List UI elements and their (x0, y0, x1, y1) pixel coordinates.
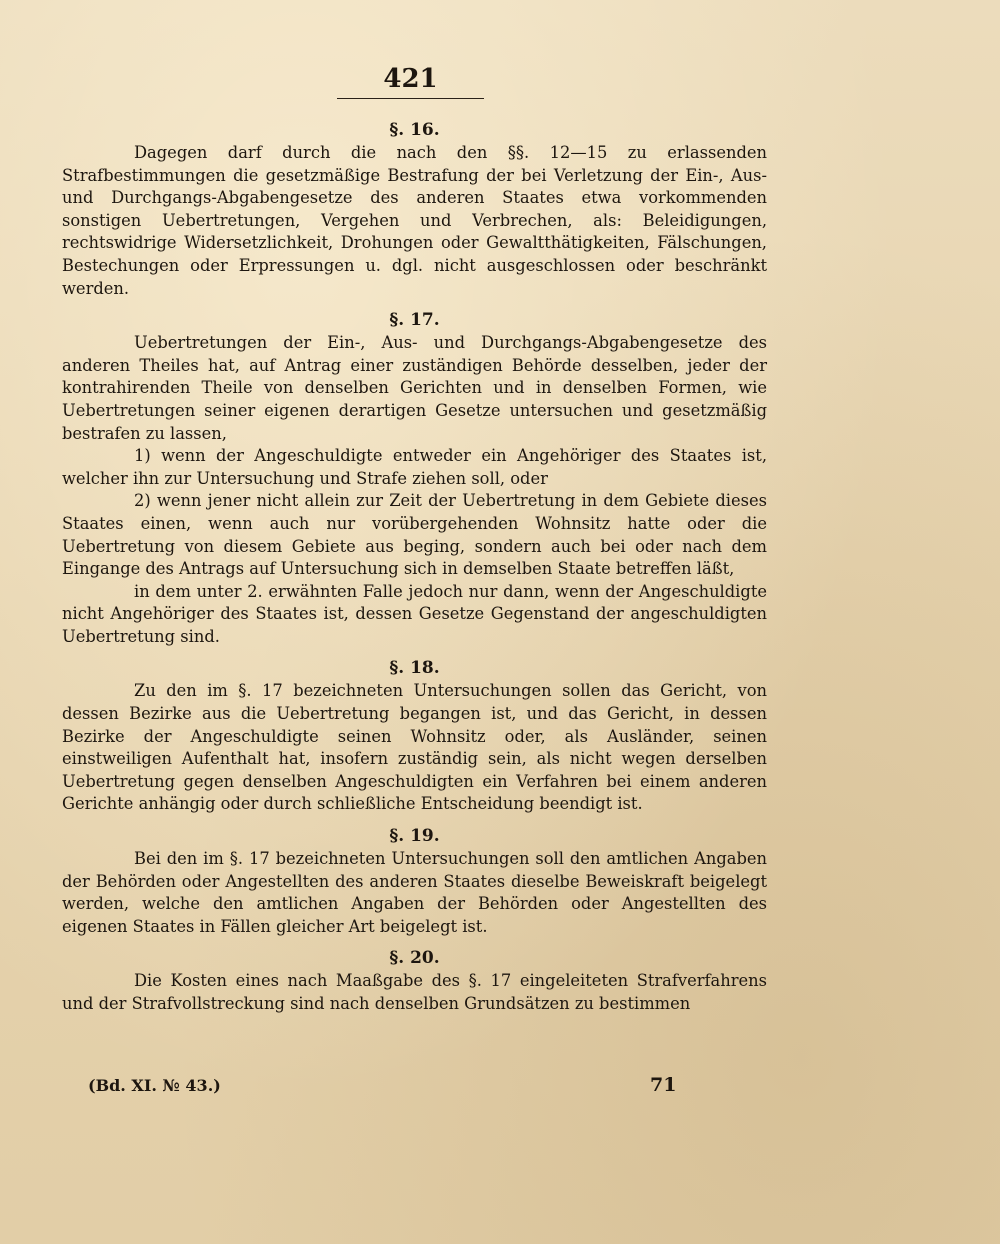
paragraph: Zu den im §. 17 bezeichneten Untersuchungen sollen das Gericht, von dessen Bezirke aus die Uebertretung begangen ist, und das Gericht, in dessen Bezirke der Angeschuldigte seinen Wohnsitz oder, als Ausländer, seinen einstweiligen Aufenthalt hat, insofern zuständig sein, als nicht wegen derselben Uebertretung gegen denselben Angeschuldigten ein Verfahren bei einem anderen Gerichte anhängig oder durch schließliche Entscheidung beendigt ist. (62, 681, 767, 814)
section-heading: §. 17. (389, 310, 440, 331)
paragraph: Bei den im §. 17 bezeichneten Untersuchungen soll den amtlichen Angaben der Behörden oder Angestellten des anderen Staates dieselbe Beweiskraft beigelegt werden, welche den amtlichen Angaben der Behörden oder Angestellten des eigenen Staates in Fällen gleicher Art beigelegt ist. (62, 849, 767, 936)
volume-reference: (Bd. XI. № 43.) (88, 1076, 221, 1095)
section-19 (62, 824, 767, 938)
body-text (62, 118, 767, 1016)
paragraph: in dem unter 2. erwähnten Falle jedoch nur dann, wenn der Angeschuldigte nicht Angehöriger des Staates ist, dessen Gesetze Gegenstand der angeschuldigten Uebertretung sind. (62, 581, 767, 646)
sheet-number: 71 (650, 1074, 677, 1096)
paragraph: Uebertretungen der Ein-, Aus- und Durchgangs-Abgabengesetze des anderen Theiles hat, auf Antrag einer zuständigen Behörde desselben, jeder der kontrahirenden Theile von denselben Gerichten und in denselben Formen, wie Uebertretungen seiner eigenen derartigen Gesetze untersuchen und gesetzmäßig bestrafen zu lassen, (62, 333, 767, 443)
paragraph: Dagegen darf durch die nach den §§. 12—15 zu erlassenden Strafbestimmungen die gesetzmäßige Bestrafung der bei Verletzung der Ein-, Aus- und Durchgangs-Abgabengesetze des anderen Staates etwa vorkommenden sonstigen Uebertretungen, Vergehen und Verbrechen, als: Beleidigungen, rechtswidrige Widersetzlichkeit, Drohungen oder Gewaltthätigkeiten, Fälschungen, Bestechungen oder Erpressungen u. dgl. nicht ausgeschlossen oder beschränkt werden. (62, 143, 767, 298)
section-17 (62, 308, 767, 648)
header-rule (337, 98, 484, 99)
section-18 (62, 656, 767, 816)
page-number: 421 (383, 64, 438, 94)
section-16 (62, 118, 767, 300)
section-20 (62, 946, 767, 1015)
paragraph: Die Kosten eines nach Maaßgabe des §. 17 eingeleiteten Strafverfahrens und der Strafvollstreckung sind nach denselben Grundsätzen zu bestimmen (62, 971, 767, 1013)
section-heading: §. 20. (389, 948, 440, 969)
section-heading: §. 16. (389, 120, 440, 140)
section-heading: §. 19. (389, 826, 440, 847)
section-heading: §. 18. (389, 658, 440, 679)
list-item-2: 2) wenn jener nicht allein zur Zeit der Uebertretung in dem Gebiete dieses Staates einen, wenn auch nur vorübergehenden Wohnsitz hatte oder die Uebertretung von diesem Gebiete aus beging, sondern auch bei oder nach dem Eingange des Antrags auf Untersuchung sich in demselben Staate betreffen läßt, (62, 491, 767, 579)
list-item-1: 1) wenn der Angeschuldigte entweder ein Angehöriger des Staates ist, welcher ihn zur Untersuchung und Strafe ziehen soll, oder (62, 446, 767, 488)
